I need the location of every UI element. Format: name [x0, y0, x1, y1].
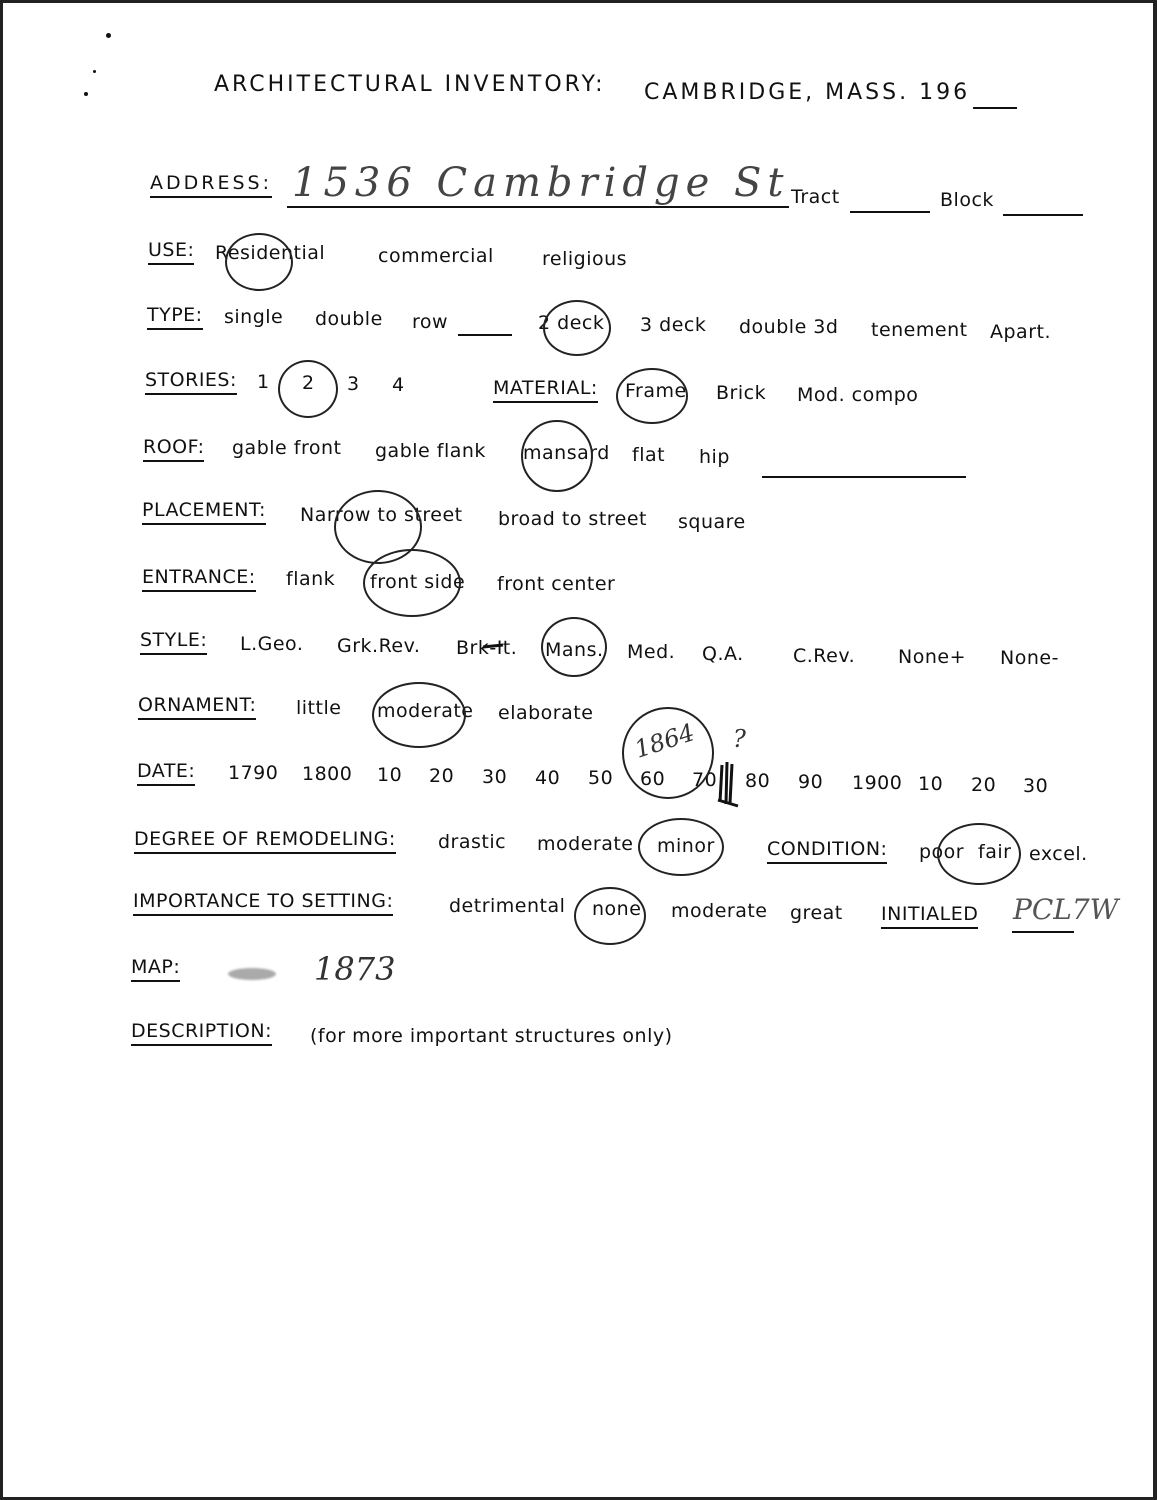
- form-title: ARCHITECTURAL INVENTORY:: [214, 72, 606, 97]
- use-option[interactable]: religious: [542, 248, 628, 270]
- placement-label: PLACEMENT:: [142, 499, 266, 525]
- use-option[interactable]: commercial: [378, 245, 494, 267]
- importance-option[interactable]: none: [592, 898, 642, 920]
- date-label: DATE:: [137, 760, 195, 786]
- date-option[interactable]: 60: [640, 768, 666, 790]
- type-option[interactable]: tenement: [871, 319, 968, 341]
- stories-label: STORIES:: [145, 369, 237, 395]
- placement-option[interactable]: Narrow to street: [300, 504, 463, 526]
- block-label: Block: [940, 189, 994, 211]
- entrance-option[interactable]: front center: [497, 573, 616, 595]
- importance-option[interactable]: moderate: [671, 900, 768, 922]
- roof-option[interactable]: flat: [632, 444, 666, 466]
- description-label: DESCRIPTION:: [131, 1020, 272, 1046]
- date-option[interactable]: 30: [1023, 775, 1049, 797]
- date-option[interactable]: 50: [588, 767, 614, 789]
- initialed-handwritten: PCL7W: [1013, 893, 1119, 926]
- importance-label: IMPORTANCE TO SETTING:: [133, 890, 393, 916]
- type-option[interactable]: 2 deck: [538, 312, 605, 334]
- date-option[interactable]: 20: [971, 774, 997, 796]
- condition-label: CONDITION:: [767, 838, 887, 864]
- condition-option[interactable]: fair: [978, 841, 1012, 863]
- style-option[interactable]: L.Geo.: [240, 633, 304, 655]
- date-option[interactable]: 10: [377, 764, 403, 786]
- material-option[interactable]: Mod. compo: [797, 384, 919, 406]
- style-option[interactable]: C.Rev.: [793, 645, 856, 667]
- stories-option[interactable]: 1: [257, 371, 270, 393]
- material-label: MATERIAL:: [493, 377, 598, 403]
- style-option[interactable]: Med.: [627, 641, 676, 663]
- ornament-label: ORNAMENT:: [138, 694, 256, 720]
- remodeling-option[interactable]: moderate: [537, 833, 634, 855]
- date-option[interactable]: 40: [535, 767, 561, 789]
- date-option[interactable]: 80: [745, 770, 771, 792]
- entrance-label: ENTRANCE:: [142, 566, 256, 592]
- type-option[interactable]: Apart.: [990, 321, 1052, 343]
- type-option[interactable]: 3 deck: [640, 314, 707, 336]
- material-option[interactable]: Frame: [625, 380, 687, 402]
- importance-option[interactable]: detrimental: [449, 895, 566, 917]
- date-option[interactable]: 1790: [228, 762, 279, 784]
- condition-option[interactable]: poor: [919, 841, 965, 863]
- description-note: (for more important structures only): [310, 1025, 673, 1047]
- remodeling-label: DEGREE OF REMODELING:: [134, 828, 396, 854]
- type-option[interactable]: row: [412, 311, 449, 333]
- entrance-option[interactable]: front side: [370, 571, 466, 593]
- style-option[interactable]: Grk.Rev.: [337, 635, 421, 657]
- stories-option[interactable]: 3: [347, 373, 360, 395]
- date-query-mark: ?: [733, 725, 746, 753]
- placement-option[interactable]: square: [678, 511, 746, 533]
- address-handwritten: 1536 Cambridge St: [292, 160, 790, 206]
- style-label: STYLE:: [140, 629, 207, 655]
- form-city: CAMBRIDGE, MASS. 196: [644, 80, 971, 105]
- ornament-option[interactable]: moderate: [377, 700, 474, 722]
- use-option[interactable]: Residential: [215, 242, 326, 264]
- importance-option[interactable]: great: [790, 902, 843, 924]
- material-option[interactable]: Brick: [716, 382, 767, 404]
- date-option[interactable]: 1800: [302, 763, 353, 785]
- stories-option[interactable]: 2: [302, 372, 315, 394]
- type-option[interactable]: double: [315, 308, 383, 330]
- style-option[interactable]: Brk-It.: [456, 637, 518, 659]
- type-option[interactable]: single: [224, 306, 284, 328]
- date-handwritten: 1864: [631, 718, 698, 764]
- initialed-label: INITIALED: [881, 903, 978, 929]
- address-label: ADDRESS:: [150, 172, 272, 198]
- stories-option[interactable]: 4: [392, 374, 405, 396]
- type-label: TYPE:: [147, 304, 203, 330]
- date-option[interactable]: 20: [429, 765, 455, 787]
- strike-mark: [483, 645, 503, 647]
- placement-option[interactable]: broad to street: [498, 508, 648, 530]
- roof-option[interactable]: mansard: [523, 442, 610, 464]
- use-label: USE:: [148, 239, 194, 265]
- map-label: MAP:: [131, 956, 180, 982]
- style-option[interactable]: Q.A.: [702, 643, 744, 665]
- style-option[interactable]: None-: [1000, 647, 1059, 669]
- date-option[interactable]: 70: [692, 769, 718, 791]
- condition-option[interactable]: excel.: [1029, 843, 1088, 865]
- style-option[interactable]: None+: [898, 646, 966, 668]
- remodeling-option[interactable]: minor: [657, 835, 715, 857]
- entrance-option[interactable]: flank: [286, 568, 336, 590]
- type-option[interactable]: double 3d: [739, 316, 839, 338]
- map-handwritten: 1873: [314, 950, 396, 988]
- remodeling-option[interactable]: drastic: [438, 831, 507, 853]
- style-option[interactable]: Mans.: [545, 639, 604, 661]
- roof-label: ROOF:: [143, 436, 204, 462]
- roof-option[interactable]: hip: [699, 446, 730, 468]
- tract-label: Tract: [791, 186, 840, 208]
- ornament-option[interactable]: little: [296, 697, 342, 719]
- roof-option[interactable]: gable flank: [375, 440, 486, 462]
- date-option[interactable]: 30: [482, 766, 508, 788]
- date-option[interactable]: 90: [798, 771, 824, 793]
- date-option[interactable]: 1900: [852, 772, 903, 794]
- roof-option[interactable]: gable front: [232, 437, 342, 459]
- scribble-mark: [718, 762, 738, 806]
- ornament-option[interactable]: elaborate: [498, 702, 594, 724]
- date-option[interactable]: 10: [918, 773, 944, 795]
